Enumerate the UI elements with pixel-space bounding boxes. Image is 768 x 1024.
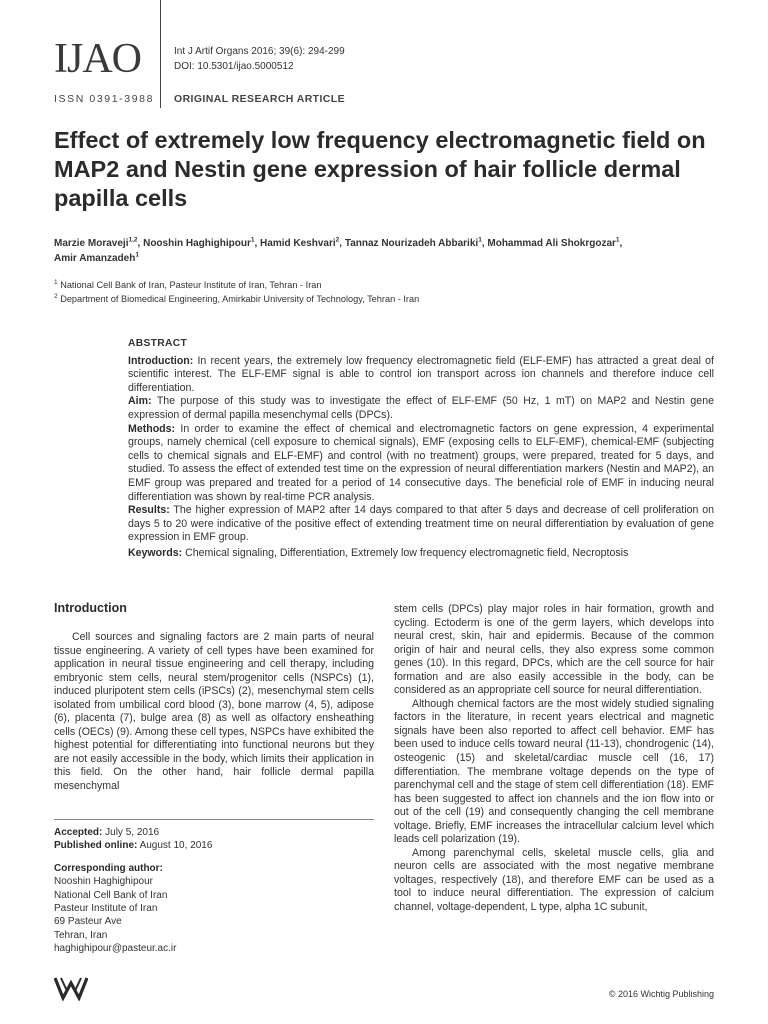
corresponding-line: National Cell Bank of Iran <box>54 889 168 901</box>
body-column-right <box>394 603 714 915</box>
body-paragraph: stem cells (DPCs) play major roles in hair formation, growth and cycling. Ectoderm is one of the germ layers, which develops into neural crest, skin, hair and epidermis. Because of the common origin of hair and neural cells, they also express some common genes (10). In this regard, DPCs, which are the cell source for hair formation and are also easily accessible in the body, can be considered as an appropriate cell source for neural differentiation. <box>394 603 714 697</box>
author: Mohammad Ali Shokrgozar$^1$ <box>487 236 620 249</box>
body-paragraph: Among parenchymal cells, skeletal muscle cells, glia and neuron cells are associated with the most negative membrane voltages, respectively (18), and therefore EMF can be used as a tool to induce neural differentiation. The expression of calcium channel, voltage-dependent, L type, alpha 1C subunit, <box>394 846 714 914</box>
article-title: Effect of extremely low frequency electromagnetic field on MAP2 and Nestin gene expression of hair follicle dermal papilla cells <box>54 127 706 211</box>
journal-logo: IJAO <box>54 36 141 82</box>
author: Nooshin Haghighipour$^1$ <box>143 236 255 249</box>
corresponding-line: Pasteur Institute of Iran <box>54 903 158 915</box>
author: Marzie Moraveji$^{1,2}$ <box>54 236 138 249</box>
issn: ISSN 0391-3988 <box>54 93 155 105</box>
author: Hamid Keshvari$^2$ <box>260 236 340 249</box>
accepted-date: Accepted: July 5, 2016 <box>54 827 160 838</box>
article-type: ORIGINAL RESEARCH ARTICLE <box>174 93 346 105</box>
copyright: © 2016 Wichtig Publishing <box>608 989 714 999</box>
corresponding-author-label: Corresponding author: <box>54 862 163 874</box>
author: Amir Amanzadeh$^1$ <box>54 251 139 264</box>
article-info <box>54 826 374 956</box>
abstract-heading: ABSTRACT <box>128 338 188 349</box>
body-paragraph: Cell sources and signaling factors are 2 main parts of neural tissue engineering. A variety of cell types have been examined for application in neural tissue engineering and cell therapy, including embryonic stem cells, neural stem/progenitor cells (NSPCs) (1), induced pluripotent stem cells (iPSCs) (2), mesenchymal stem cells isolated from umbilical cord blood (3), bone marrow (4, 5), adipose (6), placenta (7), bulge area (8) as well as olfactory ensheathing cells (OECs) (9). Among these cell types, NSPCs have exhibited the highest potential for differentiating into functional neurons but they are not easily accessible in the body, which limits their application in this field. On the other hand, hair follicle dermal papilla mesenchymal <box>54 631 374 793</box>
affiliation: $^1$ National Cell Bank of Iran, Pasteur Institute of Iran, Tehran - Iran <box>54 278 322 290</box>
body-column-left <box>54 631 374 794</box>
affiliations <box>54 279 419 306</box>
corresponding-email[interactable]: haghighipour@pasteur.ac.ir <box>54 943 177 955</box>
affiliation: $^2$ Department of Biomedical Engineering, Amirkabir University of Technology, Tehran - Iran <box>54 292 420 304</box>
author: Tannaz Nourizadeh Abbariki$^1$ <box>344 236 482 249</box>
abstract-aim: Aim: The purpose of this study was to investigate the effect of ELF-EMF (50 Hz, 1 mT) on MAP2 and Nestin gene expression of dermal papilla mesenchymal cells (DPCs). <box>128 395 714 421</box>
wichtig-logo-icon <box>54 975 88 1001</box>
author-list: Marzie Moraveji$^{1,2}$, Nooshin Haghighipour$^1$, Hamid Keshvari$^2$, Tannaz Nourizadeh Abbariki$^1$, Mohammad Ali Shokrgozar$^1$, Amir Amanzadeh$^1$ <box>54 236 623 264</box>
abstract-methods: Methods: In order to examine the effect of chemical and electromagnetic factors on gene expression, 4 experimental groups, namely chemical (cell exposure to chemical signals), EMF (exposing cells to ELF-EMF), chemical-EMF (subjecting cells to chemical signals and ELF-EMF) and control (with no treatment) groups, were prepared, treated for 5 days, and studied. To assess the effect of extended test time on the expression of neural differentiation markers (Nestin and MAP2), an EMF group was prepared and treated for a period of 14 consecutive days. The beneficial role of EMF in inducing neural differentiation was shown by real-time PCR analysis. <box>128 422 714 503</box>
body-paragraph: Although chemical factors are the most widely studied signaling factors in the literature, in recent years electrical and magnetic signals have been also reported to affect cell behavior. EMF has been used to induce cells toward neural (11-13), chondrogenic (14), osteogenic (15) and skeletal/cardiac muscle cell (16, 17) differentiation. The membrane voltage depends on the type of parenchymal cell and the stage of stem cell differentiation (18). EMF has been suggested to affect ion channels and the ion flow into or out of the cell (19) and consequently changing the cell membrane voltage. Briefly, EMF increases the intracellular calcium level which leads cell polarization (19). <box>394 697 714 846</box>
corresponding-line: Nooshin Haghighipour <box>54 876 153 888</box>
citation: Int J Artif Organs 2016; 39(6): 294-299 <box>174 46 345 57</box>
section-heading-introduction: Introduction <box>54 601 127 615</box>
abstract-keywords: Keywords: Chemical signaling, Differentiation, Extremely low frequency electromagnetic field, Necroptosis <box>128 546 629 559</box>
corresponding-line: 69 Pasteur Ave <box>54 916 122 928</box>
citation-block <box>174 44 345 74</box>
header-divider <box>160 0 161 108</box>
article-info-divider <box>54 819 374 820</box>
abstract-results: Results: The higher expression of MAP2 after 14 days compared to that after 5 days and decrease of cell proliferation on days 5 to 20 were indicative of the positive effect of extending treatment time on neural differentiation by evaluation of gene expression in EMF group. <box>128 504 714 544</box>
abstract <box>128 337 714 561</box>
published-date: Published online: August 10, 2016 <box>54 840 213 852</box>
doi[interactable]: DOI: 10.5301/ijao.5000512 <box>174 61 294 72</box>
abstract-introduction: Introduction: In recent years, the extremely low frequency electromagnetic field (ELF-EMF) has attracted a great deal of scientific interest. The ELF-EMF signal is able to control ion transport across ion channels and therefore induce cell differentiation. <box>128 354 714 394</box>
corresponding-line: Tehran, Iran <box>54 929 108 941</box>
